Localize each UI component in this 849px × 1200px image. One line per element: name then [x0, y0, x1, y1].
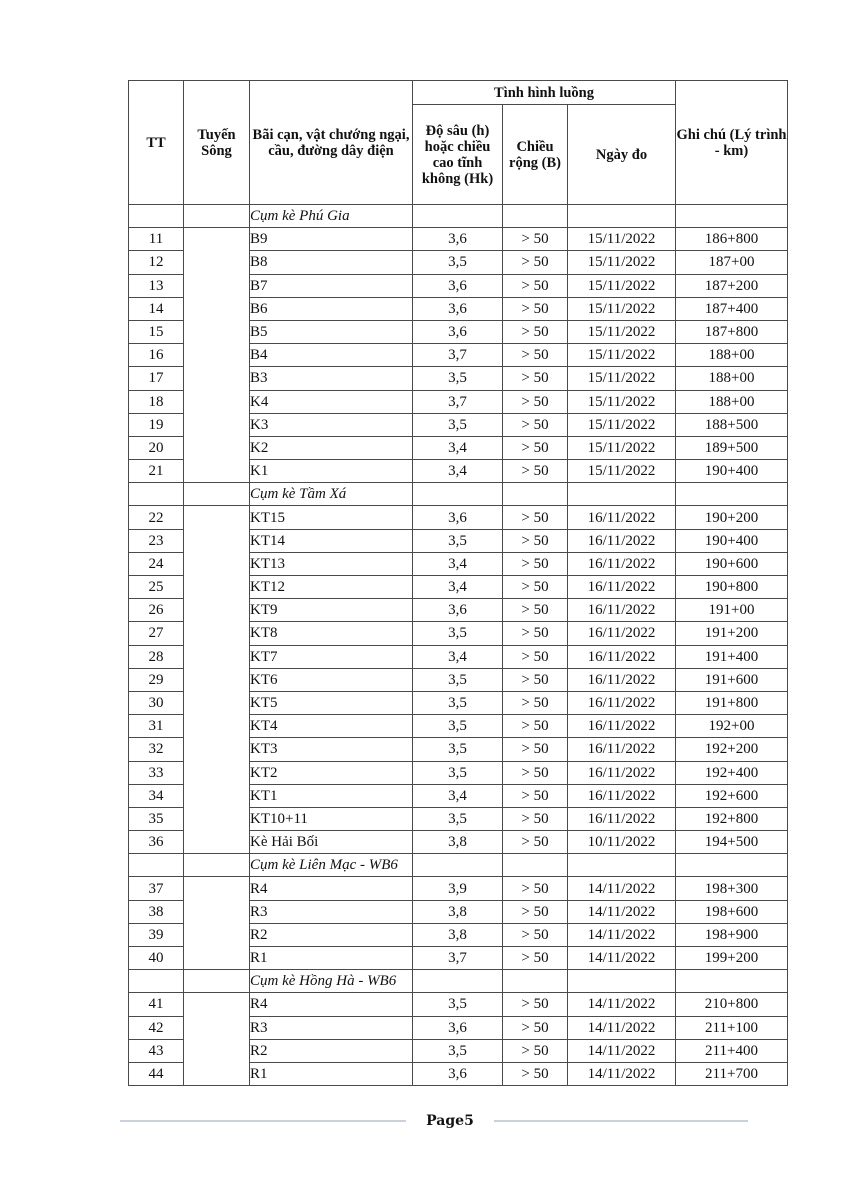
cell-tt: 38 — [129, 900, 184, 923]
cell-tt: 37 — [129, 877, 184, 900]
cell-width: > 50 — [503, 691, 568, 714]
cell-km: 187+400 — [676, 297, 788, 320]
cell-name: K1 — [250, 460, 413, 483]
cell-width: > 50 — [503, 947, 568, 970]
cell-width: > 50 — [503, 1062, 568, 1085]
cell-date: 14/11/2022 — [568, 877, 676, 900]
cell-name: KT2 — [250, 761, 413, 784]
cell-km: 211+400 — [676, 1039, 788, 1062]
cell-date: 16/11/2022 — [568, 738, 676, 761]
cell-depth: 3,5 — [413, 251, 503, 274]
cell-name: KT1 — [250, 784, 413, 807]
cell-km: 190+400 — [676, 460, 788, 483]
cell-tt: 12 — [129, 251, 184, 274]
section-river-cell — [184, 483, 250, 506]
cell-km: 191+800 — [676, 691, 788, 714]
cell-tt: 32 — [129, 738, 184, 761]
cell-km: 192+00 — [676, 715, 788, 738]
section-river-cell — [184, 970, 250, 993]
section-tt-cell — [129, 970, 184, 993]
cell-width: > 50 — [503, 552, 568, 575]
cell-name: KT9 — [250, 599, 413, 622]
cell-tt: 19 — [129, 413, 184, 436]
cell-width: > 50 — [503, 460, 568, 483]
cell-km: 187+00 — [676, 251, 788, 274]
header-tuyen-song: Tuyến Sông — [184, 81, 250, 205]
section-empty-cell — [413, 483, 503, 506]
cell-width: > 50 — [503, 807, 568, 830]
cell-name: R4 — [250, 877, 413, 900]
cell-tt: 26 — [129, 599, 184, 622]
cell-tt: 21 — [129, 460, 184, 483]
cell-tt: 18 — [129, 390, 184, 413]
cell-tt: 35 — [129, 807, 184, 830]
section-row — [129, 854, 788, 877]
cell-km: 188+00 — [676, 344, 788, 367]
cell-name: KT6 — [250, 668, 413, 691]
cell-depth: 3,4 — [413, 576, 503, 599]
section-empty-cell — [503, 483, 568, 506]
cell-date: 16/11/2022 — [568, 552, 676, 575]
cell-date: 15/11/2022 — [568, 460, 676, 483]
cell-width: > 50 — [503, 738, 568, 761]
cell-tt: 11 — [129, 228, 184, 251]
cell-name: KT3 — [250, 738, 413, 761]
cell-width: > 50 — [503, 367, 568, 390]
cell-name: KT4 — [250, 715, 413, 738]
header-ghi-chu: Ghi chú (Lý trình - km) — [676, 81, 788, 205]
cell-width: > 50 — [503, 297, 568, 320]
section-empty-cell — [676, 970, 788, 993]
cell-tt: 42 — [129, 1016, 184, 1039]
cell-width: > 50 — [503, 900, 568, 923]
section-empty-cell — [568, 970, 676, 993]
cell-date: 15/11/2022 — [568, 413, 676, 436]
cell-tt: 43 — [129, 1039, 184, 1062]
cell-width: > 50 — [503, 576, 568, 599]
cell-width: > 50 — [503, 506, 568, 529]
cell-tt: 24 — [129, 552, 184, 575]
section-empty-cell — [413, 970, 503, 993]
cell-date: 16/11/2022 — [568, 622, 676, 645]
page-number: Page5 — [426, 1113, 474, 1129]
cell-name: R1 — [250, 1062, 413, 1085]
cell-tt: 29 — [129, 668, 184, 691]
cell-width: > 50 — [503, 274, 568, 297]
section-row — [129, 970, 788, 993]
section-empty-cell — [503, 205, 568, 228]
section-empty-cell — [413, 854, 503, 877]
section-empty-cell — [503, 970, 568, 993]
cell-km: 191+200 — [676, 622, 788, 645]
cell-km: 190+400 — [676, 529, 788, 552]
table-row — [129, 877, 788, 900]
cell-width: > 50 — [503, 715, 568, 738]
section-empty-cell — [676, 205, 788, 228]
cell-date: 16/11/2022 — [568, 645, 676, 668]
cell-km: 190+600 — [676, 552, 788, 575]
table-body — [129, 205, 788, 1086]
cell-tuyen-song — [184, 993, 250, 1086]
cell-depth: 3,4 — [413, 460, 503, 483]
cell-name: B5 — [250, 320, 413, 343]
cell-date: 14/11/2022 — [568, 1016, 676, 1039]
cell-depth: 3,5 — [413, 1039, 503, 1062]
cell-depth: 3,4 — [413, 784, 503, 807]
cell-date: 14/11/2022 — [568, 1039, 676, 1062]
cell-km: 192+400 — [676, 761, 788, 784]
header-chieu-rong: Chiều rộng (B) — [503, 105, 568, 205]
section-title: Cụm kè Phú Gia — [250, 205, 413, 228]
cell-tuyen-song — [184, 877, 250, 970]
cell-width: > 50 — [503, 784, 568, 807]
cell-tt: 23 — [129, 529, 184, 552]
cell-depth: 3,6 — [413, 274, 503, 297]
cell-tt: 36 — [129, 831, 184, 854]
table-row — [129, 228, 788, 251]
section-tt-cell — [129, 483, 184, 506]
cell-km: 210+800 — [676, 993, 788, 1016]
header-tt: TT — [129, 81, 184, 205]
cell-name: KT8 — [250, 622, 413, 645]
cell-name: B4 — [250, 344, 413, 367]
cell-date: 16/11/2022 — [568, 691, 676, 714]
cell-name: B9 — [250, 228, 413, 251]
cell-date: 15/11/2022 — [568, 297, 676, 320]
page-footer — [120, 1110, 748, 1132]
section-tt-cell — [129, 205, 184, 228]
cell-name: K2 — [250, 436, 413, 459]
cell-name: R1 — [250, 947, 413, 970]
cell-width: > 50 — [503, 831, 568, 854]
cell-width: > 50 — [503, 251, 568, 274]
cell-date: 14/11/2022 — [568, 900, 676, 923]
cell-km: 187+200 — [676, 274, 788, 297]
header-bai-can: Bãi cạn, vật chướng ngại, cầu, đường dây điện — [250, 81, 413, 205]
cell-name: B8 — [250, 251, 413, 274]
cell-tt: 30 — [129, 691, 184, 714]
section-river-cell — [184, 854, 250, 877]
cell-depth: 3,9 — [413, 877, 503, 900]
cell-depth: 3,7 — [413, 390, 503, 413]
header-ngay-do: Ngày đo — [568, 105, 676, 205]
cell-width: > 50 — [503, 413, 568, 436]
header-group-tinh-hinh-luong: Tình hình luồng — [413, 81, 676, 105]
cell-width: > 50 — [503, 1016, 568, 1039]
section-river-cell — [184, 205, 250, 228]
cell-date: 16/11/2022 — [568, 715, 676, 738]
cell-depth: 3,5 — [413, 738, 503, 761]
section-title: Cụm kè Liên Mạc - WB6 — [250, 854, 413, 877]
cell-date: 16/11/2022 — [568, 807, 676, 830]
cell-date: 15/11/2022 — [568, 251, 676, 274]
cell-tt: 39 — [129, 923, 184, 946]
cell-depth: 3,5 — [413, 668, 503, 691]
cell-km: 188+00 — [676, 367, 788, 390]
cell-name: R3 — [250, 1016, 413, 1039]
cell-depth: 3,5 — [413, 993, 503, 1016]
cell-depth: 3,5 — [413, 715, 503, 738]
cell-width: > 50 — [503, 228, 568, 251]
cell-depth: 3,4 — [413, 645, 503, 668]
cell-km: 190+800 — [676, 576, 788, 599]
cell-date: 14/11/2022 — [568, 1062, 676, 1085]
cell-date: 15/11/2022 — [568, 274, 676, 297]
cell-km: 188+00 — [676, 390, 788, 413]
cell-width: > 50 — [503, 436, 568, 459]
cell-tt: 31 — [129, 715, 184, 738]
cell-depth: 3,8 — [413, 831, 503, 854]
cell-depth: 3,5 — [413, 622, 503, 645]
section-empty-cell — [568, 854, 676, 877]
cell-date: 15/11/2022 — [568, 344, 676, 367]
cell-width: > 50 — [503, 645, 568, 668]
table-header — [129, 81, 788, 205]
cell-date: 16/11/2022 — [568, 668, 676, 691]
cell-tuyen-song — [184, 228, 250, 483]
section-title: Cụm kè Tầm Xá — [250, 483, 413, 506]
cell-tt: 13 — [129, 274, 184, 297]
cell-depth: 3,5 — [413, 413, 503, 436]
cell-depth: 3,6 — [413, 506, 503, 529]
cell-tt: 33 — [129, 761, 184, 784]
cell-depth: 3,5 — [413, 529, 503, 552]
cell-km: 211+100 — [676, 1016, 788, 1039]
section-empty-cell — [413, 205, 503, 228]
cell-date: 14/11/2022 — [568, 923, 676, 946]
cell-name: R2 — [250, 1039, 413, 1062]
cell-date: 15/11/2022 — [568, 320, 676, 343]
cell-tt: 25 — [129, 576, 184, 599]
cell-depth: 3,7 — [413, 344, 503, 367]
section-empty-cell — [568, 205, 676, 228]
cell-date: 10/11/2022 — [568, 831, 676, 854]
cell-tt: 41 — [129, 993, 184, 1016]
section-tt-cell — [129, 854, 184, 877]
cell-width: > 50 — [503, 529, 568, 552]
channel-status-table — [128, 80, 788, 1086]
cell-tt: 44 — [129, 1062, 184, 1085]
cell-date: 16/11/2022 — [568, 761, 676, 784]
cell-km: 192+800 — [676, 807, 788, 830]
cell-km: 188+500 — [676, 413, 788, 436]
section-empty-cell — [503, 854, 568, 877]
cell-name: KT5 — [250, 691, 413, 714]
cell-tuyen-song — [184, 506, 250, 854]
cell-km: 198+900 — [676, 923, 788, 946]
cell-km: 189+500 — [676, 436, 788, 459]
cell-km: 198+300 — [676, 877, 788, 900]
cell-depth: 3,8 — [413, 923, 503, 946]
cell-depth: 3,8 — [413, 900, 503, 923]
section-empty-cell — [568, 483, 676, 506]
cell-depth: 3,4 — [413, 436, 503, 459]
cell-depth: 3,5 — [413, 761, 503, 784]
cell-width: > 50 — [503, 993, 568, 1016]
section-row — [129, 205, 788, 228]
cell-date: 15/11/2022 — [568, 390, 676, 413]
cell-km: 192+200 — [676, 738, 788, 761]
cell-date: 15/11/2022 — [568, 436, 676, 459]
footer-rule-right — [494, 1120, 748, 1122]
cell-width: > 50 — [503, 1039, 568, 1062]
cell-km: 211+700 — [676, 1062, 788, 1085]
cell-km: 192+600 — [676, 784, 788, 807]
cell-width: > 50 — [503, 923, 568, 946]
cell-tt: 14 — [129, 297, 184, 320]
cell-tt: 16 — [129, 344, 184, 367]
cell-width: > 50 — [503, 761, 568, 784]
cell-depth: 3,4 — [413, 552, 503, 575]
cell-date: 16/11/2022 — [568, 599, 676, 622]
cell-depth: 3,6 — [413, 1016, 503, 1039]
footer-rule-left — [120, 1120, 406, 1122]
cell-depth: 3,6 — [413, 599, 503, 622]
cell-km: 191+00 — [676, 599, 788, 622]
cell-name: R4 — [250, 993, 413, 1016]
cell-km: 187+800 — [676, 320, 788, 343]
cell-name: KT12 — [250, 576, 413, 599]
cell-width: > 50 — [503, 320, 568, 343]
cell-width: > 50 — [503, 390, 568, 413]
cell-km: 199+200 — [676, 947, 788, 970]
cell-depth: 3,6 — [413, 297, 503, 320]
cell-width: > 50 — [503, 622, 568, 645]
section-empty-cell — [676, 483, 788, 506]
cell-tt: 20 — [129, 436, 184, 459]
cell-depth: 3,6 — [413, 1062, 503, 1085]
cell-width: > 50 — [503, 668, 568, 691]
cell-name: B3 — [250, 367, 413, 390]
cell-depth: 3,5 — [413, 807, 503, 830]
section-empty-cell — [676, 854, 788, 877]
cell-depth: 3,6 — [413, 228, 503, 251]
cell-name: KT10+11 — [250, 807, 413, 830]
cell-width: > 50 — [503, 344, 568, 367]
cell-tt: 27 — [129, 622, 184, 645]
cell-name: KT7 — [250, 645, 413, 668]
cell-name: K3 — [250, 413, 413, 436]
cell-depth: 3,5 — [413, 367, 503, 390]
table-row — [129, 506, 788, 529]
cell-name: Kè Hải Bối — [250, 831, 413, 854]
cell-width: > 50 — [503, 877, 568, 900]
cell-tt: 34 — [129, 784, 184, 807]
cell-date: 16/11/2022 — [568, 576, 676, 599]
cell-date: 16/11/2022 — [568, 506, 676, 529]
cell-tt: 22 — [129, 506, 184, 529]
cell-date: 15/11/2022 — [568, 228, 676, 251]
cell-date: 16/11/2022 — [568, 529, 676, 552]
cell-km: 191+400 — [676, 645, 788, 668]
cell-name: KT15 — [250, 506, 413, 529]
cell-km: 198+600 — [676, 900, 788, 923]
cell-width: > 50 — [503, 599, 568, 622]
cell-name: KT13 — [250, 552, 413, 575]
cell-date: 15/11/2022 — [568, 367, 676, 390]
cell-km: 190+200 — [676, 506, 788, 529]
cell-tt: 15 — [129, 320, 184, 343]
cell-name: K4 — [250, 390, 413, 413]
cell-date: 14/11/2022 — [568, 947, 676, 970]
cell-name: R3 — [250, 900, 413, 923]
section-row — [129, 483, 788, 506]
cell-tt: 28 — [129, 645, 184, 668]
cell-name: B7 — [250, 274, 413, 297]
cell-name: KT14 — [250, 529, 413, 552]
cell-km: 194+500 — [676, 831, 788, 854]
cell-date: 14/11/2022 — [568, 993, 676, 1016]
cell-date: 16/11/2022 — [568, 784, 676, 807]
cell-name: B6 — [250, 297, 413, 320]
cell-name: R2 — [250, 923, 413, 946]
cell-depth: 3,7 — [413, 947, 503, 970]
header-do-sau: Độ sâu (h) hoặc chiều cao tĩnh không (Hk) — [413, 105, 503, 205]
cell-tt: 40 — [129, 947, 184, 970]
cell-depth: 3,5 — [413, 691, 503, 714]
cell-km: 191+600 — [676, 668, 788, 691]
section-title: Cụm kè Hồng Hà - WB6 — [250, 970, 413, 993]
cell-depth: 3,6 — [413, 320, 503, 343]
table-row — [129, 993, 788, 1016]
cell-km: 186+800 — [676, 228, 788, 251]
cell-tt: 17 — [129, 367, 184, 390]
